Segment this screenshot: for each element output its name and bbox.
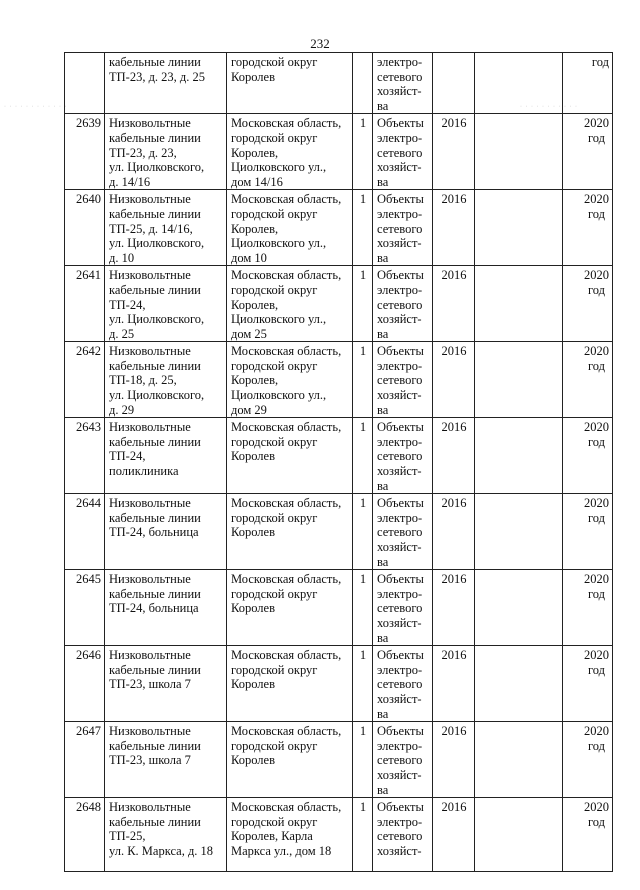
commission-year [433, 53, 475, 114]
object-name [105, 570, 227, 646]
object-quantity-text: 1 [359, 800, 367, 815]
deadline-cell-text: 2020 год [584, 344, 609, 373]
object-quantity-text: 1 [359, 496, 367, 511]
object-name-text: Низковольтные кабельные линии ТП-23, школа 7 [109, 648, 201, 692]
object-location-text: Московская область, городской округ Королев, Карла Маркса ул., дом 18 [231, 800, 342, 858]
blank-cell [475, 266, 563, 342]
commission-year-text: 2016 [441, 420, 467, 435]
object-name [105, 190, 227, 266]
object-category [373, 342, 433, 418]
entry-number-text: 2639 [76, 116, 101, 131]
commission-year-text: 2016 [441, 268, 467, 283]
commission-year [433, 266, 475, 342]
object-category-text: Объекты электро- сетевого хозяйст- ва [377, 344, 424, 417]
entry-number-text: 2647 [76, 724, 101, 739]
object-quantity [353, 190, 373, 266]
object-location-text: городской округ Королев [231, 55, 318, 84]
deadline-cell-text: 2020 год [584, 724, 609, 753]
table-row [65, 798, 613, 872]
object-name-text: Низковольтные кабельные линии ТП-23, д. 23, ул. Циолковского, д. 14/16 [109, 116, 205, 189]
entry-number [65, 114, 105, 190]
object-location-text: Московская область, городской округ Королев, Циолковского ул., дом 29 [231, 344, 342, 417]
object-location [227, 722, 353, 798]
table-row [65, 494, 613, 570]
entry-number-text: 2648 [76, 800, 101, 815]
blank-cell [475, 418, 563, 494]
object-quantity [353, 722, 373, 798]
deadline-cell-text: 2020 год [584, 572, 609, 601]
blank-cell [475, 53, 563, 114]
table-row [65, 570, 613, 646]
entry-number-text: 2646 [76, 648, 101, 663]
deadline-cell-text: 2020 год [584, 800, 609, 829]
object-location [227, 646, 353, 722]
deadline-cell [563, 646, 613, 722]
object-location [227, 342, 353, 418]
deadline-cell [563, 570, 613, 646]
object-name-text: Низковольтные кабельные линии ТП-25, ул. К. Маркса, д. 18 [109, 800, 214, 858]
table-row [65, 722, 613, 798]
blank-cell [475, 494, 563, 570]
entry-number [65, 53, 105, 114]
deadline-cell-text: 2020 год [584, 420, 609, 449]
blank-cell [475, 798, 563, 872]
object-location [227, 418, 353, 494]
object-category [373, 114, 433, 190]
entry-number-text: 2645 [76, 572, 101, 587]
object-location-text: Московская область, городской округ Королев [231, 724, 342, 768]
entry-number [65, 190, 105, 266]
deadline-cell [563, 494, 613, 570]
object-location [227, 114, 353, 190]
object-category-text: Объекты электро- сетевого хозяйст- ва [377, 724, 424, 797]
object-category [373, 646, 433, 722]
object-name [105, 494, 227, 570]
commission-year-text: 2016 [441, 116, 467, 131]
commission-year-text: 2016 [441, 344, 467, 359]
entry-number-text: 2641 [76, 268, 101, 283]
object-name-text: Низковольтные кабельные линии ТП-24, ул. Циолковского, д. 25 [109, 268, 205, 341]
object-location-text: Московская область, городской округ Королев, Циолковского ул., дом 10 [231, 192, 342, 265]
object-name [105, 266, 227, 342]
commission-year-text: 2016 [441, 572, 467, 587]
object-quantity [353, 798, 373, 872]
deadline-cell-text: 2020 год [584, 648, 609, 677]
deadline-cell-text: 2020 год [584, 192, 609, 221]
entry-number-text: 2643 [76, 420, 101, 435]
object-category [373, 266, 433, 342]
entry-number [65, 722, 105, 798]
object-quantity-text: 1 [359, 572, 367, 587]
commission-year [433, 570, 475, 646]
object-category [373, 494, 433, 570]
object-location [227, 266, 353, 342]
object-name-text: Низковольтные кабельные линии ТП-18, д. 25, ул. Циолковского, д. 29 [109, 344, 205, 417]
entry-number-text: 2640 [76, 192, 101, 207]
deadline-cell [563, 114, 613, 190]
blank-cell [475, 646, 563, 722]
object-category-text: Объекты электро- сетевого хозяйст- ва [377, 572, 424, 645]
object-category [373, 722, 433, 798]
commission-year-text: 2016 [441, 724, 467, 739]
object-quantity-text: 1 [359, 420, 367, 435]
blank-cell [475, 114, 563, 190]
deadline-cell [563, 418, 613, 494]
object-name [105, 798, 227, 872]
blank-cell [475, 190, 563, 266]
object-category [373, 190, 433, 266]
scan-artifact: · · · · · · · · · · · [520, 104, 578, 110]
object-category-text: Объекты электро- сетевого хозяйст- ва [377, 268, 424, 341]
object-quantity-text: 1 [359, 116, 367, 131]
table-row [65, 646, 613, 722]
deadline-cell-text: 2020 год [584, 496, 609, 525]
object-category-text: Объекты электро- сетевого хозяйст- [377, 800, 424, 858]
deadline-cell [563, 722, 613, 798]
object-location-text: Московская область, городской округ Королев, Циолковского ул., дом 14/16 [231, 116, 342, 189]
object-location [227, 494, 353, 570]
object-name [105, 722, 227, 798]
object-category-text: Объекты электро- сетевого хозяйст- ва [377, 648, 424, 721]
object-quantity [353, 53, 373, 114]
commission-year-text: 2016 [441, 192, 467, 207]
object-category [373, 53, 433, 114]
object-quantity [353, 342, 373, 418]
object-quantity [353, 570, 373, 646]
commission-year-text: 2016 [441, 496, 467, 511]
table-row [65, 190, 613, 266]
commission-year [433, 342, 475, 418]
table-row [65, 53, 613, 114]
object-category [373, 798, 433, 872]
deadline-cell [563, 190, 613, 266]
object-location-text: Московская область, городской округ Королев [231, 496, 342, 540]
object-location [227, 798, 353, 872]
object-quantity [353, 646, 373, 722]
deadline-cell-text: 2020 год [584, 268, 609, 297]
deadline-cell [563, 342, 613, 418]
table-row [65, 266, 613, 342]
scan-artifact: · · · · · · · · · · · · [4, 104, 68, 110]
object-quantity [353, 494, 373, 570]
object-category-text: Объекты электро- сетевого хозяйст- ва [377, 192, 424, 265]
blank-cell [475, 570, 563, 646]
object-location-text: Московская область, городской округ Королев [231, 572, 342, 616]
object-quantity-text: 1 [359, 648, 367, 663]
page-number: 232 [310, 36, 330, 51]
object-location-text: Московская область, городской округ Королев [231, 420, 342, 464]
object-quantity-text: 1 [359, 724, 367, 739]
object-name [105, 53, 227, 114]
commission-year [433, 646, 475, 722]
object-name-text: Низковольтные кабельные линии ТП-23, школа 7 [109, 724, 201, 768]
object-name [105, 114, 227, 190]
entry-number-text: 2644 [76, 496, 101, 511]
entry-number [65, 342, 105, 418]
object-name-text: Низковольтные кабельные линии ТП-25, д. 14/16, ул. Циолковского, д. 10 [109, 192, 205, 265]
table-row [65, 418, 613, 494]
table-row [65, 114, 613, 190]
object-category [373, 418, 433, 494]
object-name-text: кабельные линии ТП-23, д. 23, д. 25 [109, 55, 206, 84]
object-category-text: электро- сетевого хозяйст- ва [377, 55, 423, 113]
entry-number-text: 2642 [76, 344, 101, 359]
entry-number [65, 798, 105, 872]
blank-cell [475, 342, 563, 418]
object-category [373, 570, 433, 646]
object-quantity-text: 1 [359, 344, 367, 359]
commission-year-text: 2016 [441, 648, 467, 663]
object-category-text: Объекты электро- сетевого хозяйст- ва [377, 496, 424, 569]
entry-number [65, 646, 105, 722]
entry-number [65, 570, 105, 646]
deadline-cell [563, 53, 613, 114]
object-category-text: Объекты электро- сетевого хозяйст- ва [377, 116, 424, 189]
entry-number [65, 418, 105, 494]
commission-year [433, 798, 475, 872]
object-location [227, 570, 353, 646]
object-name [105, 646, 227, 722]
registry-table [64, 52, 613, 872]
commission-year-text: 2016 [441, 800, 467, 815]
object-quantity-text: 1 [359, 268, 367, 283]
object-name-text: Низковольтные кабельные линии ТП-24, больница [109, 496, 201, 540]
commission-year [433, 418, 475, 494]
object-location [227, 190, 353, 266]
object-quantity-text: 1 [359, 192, 367, 207]
object-category-text: Объекты электро- сетевого хозяйст- ва [377, 420, 424, 493]
table-row [65, 342, 613, 418]
commission-year [433, 494, 475, 570]
blank-cell [475, 722, 563, 798]
object-name [105, 342, 227, 418]
object-location [227, 53, 353, 114]
object-quantity [353, 418, 373, 494]
deadline-cell-text: год [591, 55, 609, 69]
object-name-text: Низковольтные кабельные линии ТП-24, поликлиника [109, 420, 201, 479]
object-location-text: Московская область, городской округ Королев [231, 648, 342, 692]
entry-number [65, 266, 105, 342]
object-name-text: Низковольтные кабельные линии ТП-24, больница [109, 572, 201, 616]
object-location-text: Московская область, городской округ Королев, Циолковского ул., дом 25 [231, 268, 342, 341]
object-quantity [353, 266, 373, 342]
commission-year [433, 190, 475, 266]
entry-number [65, 494, 105, 570]
object-name [105, 418, 227, 494]
object-quantity [353, 114, 373, 190]
commission-year [433, 722, 475, 798]
deadline-cell [563, 798, 613, 872]
deadline-cell-text: 2020 год [584, 116, 609, 145]
commission-year [433, 114, 475, 190]
deadline-cell [563, 266, 613, 342]
